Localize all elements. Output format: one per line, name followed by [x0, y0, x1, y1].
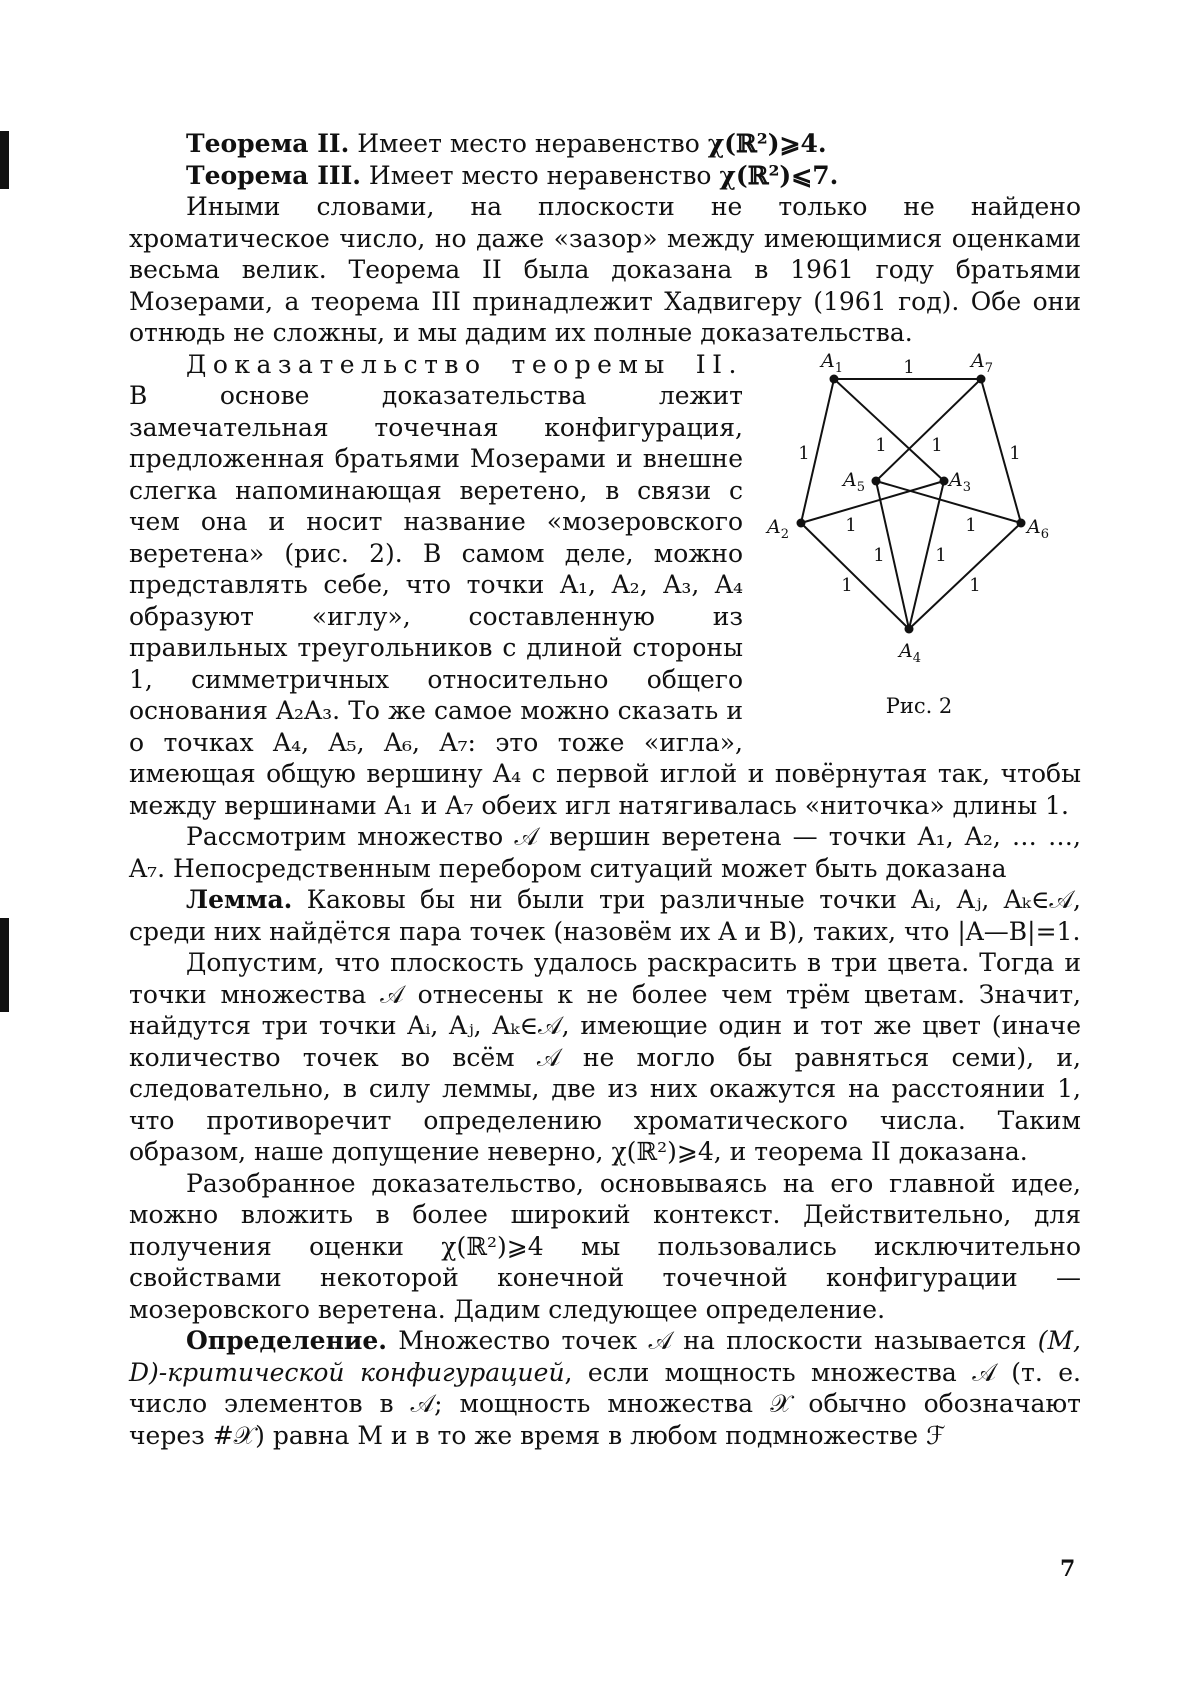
vertex-index-A4: 4 — [913, 651, 921, 666]
theorem-3 — [129, 160, 1081, 192]
edge-length-label: 1 — [931, 435, 942, 456]
theorem-2 — [129, 128, 1081, 160]
vertex-A3 — [940, 476, 949, 485]
theorem-2-formula: χ(ℝ²)⩾4. — [708, 129, 827, 158]
edge-length-label: 1 — [1009, 443, 1020, 464]
theorem-3-formula: χ(ℝ²)⩽7. — [719, 161, 838, 190]
vertex-index-A1: 1 — [835, 361, 843, 376]
edge-length-label: 1 — [845, 515, 856, 536]
page-body — [129, 128, 1081, 1451]
theorem-3-text: Имеет место неравенство — [361, 161, 719, 190]
vertex-label-A4: A4 — [897, 640, 921, 666]
page-number: 7 — [1060, 1556, 1075, 1582]
edge-length-label: 1 — [969, 575, 980, 596]
figure-caption: Рис. 2 — [759, 691, 1079, 723]
edge-length-label: 1 — [875, 435, 886, 456]
vertex-label-A6: A6 — [1025, 516, 1049, 542]
definition-term: (M, D)-критической конфигурацией — [129, 1326, 1081, 1387]
vertex-label-A3: A3 — [947, 469, 971, 495]
vertex-label-A1: A1 — [819, 351, 843, 376]
vertex-A5 — [872, 476, 881, 485]
paragraph-5: Разобранное доказательство, основываясь на его главной идее, можно вложить в более широкий контекст. Действительно, для получения оценки χ(ℝ²)⩾4 мы пользовались исключительно свойствами некоторой конечной точечной конфигурации — мозеровского веретена. Дадим следующее определение. — [129, 1168, 1081, 1326]
theorem-margin-bar — [0, 131, 9, 189]
vertex-label-A5: A5 — [841, 469, 865, 495]
paragraph-4: Допустим, что плоскость удалось раскрасить в три цвета. Тогда и точки множества 𝒜 отнесены к не более чем трём цветам. Значит, найдутся три точки Aᵢ, Aⱼ, Aₖ∈𝒜, имеющие один и тот же цвет (иначе количество точек во всём 𝒜 не могло бы равняться семи), и, следовательно, в силу леммы, две из них окажутся на расстоянии 1, что противоречит определению хроматического числа. Таким образом, наше допущение неверно, χ(ℝ²)⩾4, и теорема II доказана. — [129, 947, 1081, 1168]
edge-length-label: 1 — [798, 443, 809, 464]
vertex-index-A5: 5 — [857, 480, 865, 495]
edge-A2-A3 — [801, 481, 944, 523]
vertex-A4 — [905, 624, 914, 633]
vertex-index-A3: 3 — [963, 480, 971, 495]
edge-length-label: 1 — [903, 357, 914, 378]
proof-text: В основе доказательства лежит замечательная точечная конфигурация, предложенная братьями Мозерами и внешне слегка напоминающая веретено, в связи с чем она и носит название «мозеровского веретена» (рис. 2). В самом деле, можно представлять себе, что точки A₁, A₂, A₃, A₄ образуют «иглу», составленную из правильных треугольников с длиной стороны 1, симметричных относительно общего основания A₂A₃. То же самое можно сказать и о точках A₄, A₅, A₆, A₇: это тоже «игла», имеющая общую вершину A₄ с первой иглой и повёрнутая так, чтобы между вершинами A₁ и A₇ обеих игл натягивалась «ниточка» длины 1. — [129, 381, 1081, 820]
edge-length-label: 1 — [965, 515, 976, 536]
theorem-2-label: Теорема II. — [186, 129, 349, 158]
vertex-label-A2: A2 — [765, 516, 789, 542]
vertex-A2 — [797, 518, 806, 527]
lemma-label: Лемма. — [186, 885, 292, 914]
theorem-2-text: Имеет место неравенство — [349, 129, 707, 158]
paragraph-3: Рассмотрим множество 𝒜 вершин веретена — точки A₁, A₂, … …, A₇. Непосредственным перебором ситуаций может быть доказана — [129, 821, 1081, 884]
paragraph-1: Иными словами, на плоскости не только не найдено хроматическое число, но даже «зазор» между имеющимися оценками весьма велик. Теорема II была доказана в 1961 году братьями Мозерами, а теорема III принадлежит Хадвигеру (1961 год). Обе они отнюдь не сложны, и мы дадим их полные доказательства. — [129, 191, 1081, 349]
definition-text-1: Множество точек 𝒜 на плоскости называется — [387, 1326, 1038, 1355]
figure-moser-spindle — [759, 351, 1089, 741]
edge-length-label: 1 — [935, 545, 946, 566]
vertex-index-A2: 2 — [781, 527, 789, 542]
vertex-A6 — [1017, 518, 1026, 527]
edge-length-label: 1 — [873, 545, 884, 566]
lemma — [129, 884, 1081, 947]
definition-text-2: , если мощность множества 𝒜 (т. е. число элементов в 𝒜; мощность множества 𝒳 обычно обозначают через #𝒳) равна M и в то же время в любом подмножестве ℱ — [129, 1358, 1081, 1450]
edge-length-label: 1 — [841, 575, 852, 596]
vertex-index-A6: 6 — [1041, 527, 1049, 542]
lemma-margin-bar — [0, 918, 9, 1012]
moser-spindle-diagram — [759, 351, 1089, 741]
lemma-text: Каковы бы ни были три различные точки Aᵢ, Aⱼ, Aₖ∈𝒜, среди них найдётся пара точек (назовём их A и B), таких, что |A—B|=1. — [129, 885, 1081, 946]
edge-A6-A4 — [909, 523, 1021, 629]
definition-label: Определение. — [186, 1326, 387, 1355]
vertex-label-A7: A7 — [969, 351, 993, 376]
theorem-3-label: Теорема III. — [186, 161, 361, 190]
proof-heading: Доказательство теоремы II. — [186, 350, 743, 379]
definition — [129, 1325, 1081, 1451]
edge-A2-A4 — [801, 523, 909, 629]
vertex-index-A7: 7 — [985, 361, 993, 376]
